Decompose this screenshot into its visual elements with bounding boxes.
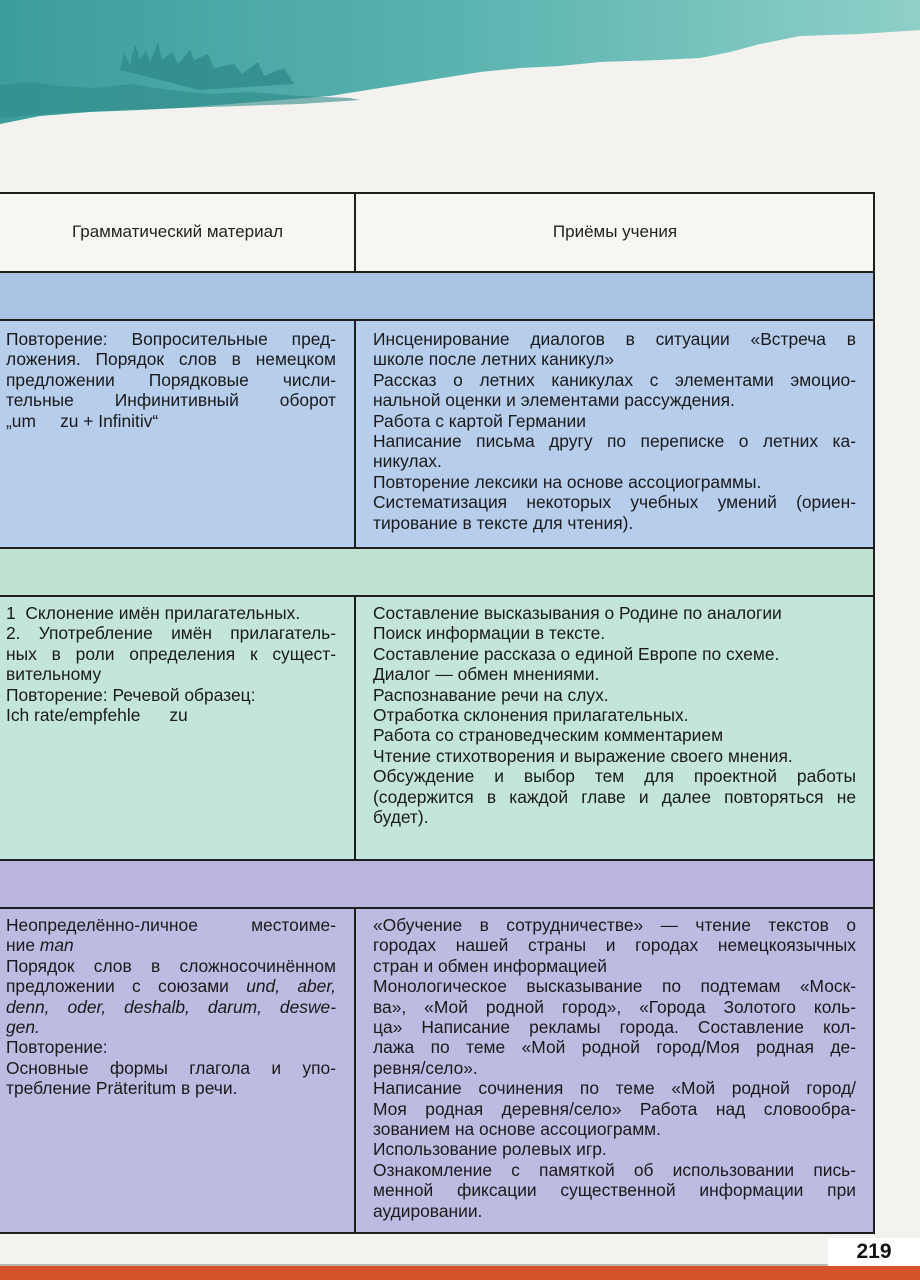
methods-line: Составление высказывания о Родине по аналогии [373,603,782,623]
table-rule [0,859,875,861]
methods-line: менной фиксации существенной информации при [373,1180,856,1201]
table-rule [873,192,875,1234]
methods-line: Поиск информации в тексте. [373,623,606,644]
methods-line: Использование ролевых игр. [373,1139,607,1160]
table-rule [0,907,875,909]
methods-line: ревня/село». [373,1057,478,1078]
methods-line: Ознакомление с памяткой об использовании пись- [373,1159,856,1180]
grammar-line: Порядок слов в сложносочинённом [6,955,336,976]
grammar-line: Повторение: Речевой образец: [6,684,256,705]
methods-line: Составление рассказа о единой Европе по схеме. [373,643,780,664]
table-rule [0,271,875,273]
methods-line: тирование в тексте для чтения). [373,512,634,533]
header-col-methods [357,192,873,272]
header-banner [0,0,920,150]
methods-cell [373,603,856,827]
table-rule [354,192,356,272]
section-band [0,860,875,908]
header-col-grammar [0,192,355,272]
methods-line: Повторение лексики на основе ассоциограммы. [373,471,762,492]
section-band [0,548,875,596]
methods-line: Работа со страноведческим комментарием [373,725,724,746]
methods-line: будет). [373,807,429,828]
curriculum-table [0,192,875,1234]
methods-line: нальной оценки и элементами рассуждения. [373,390,735,411]
methods-line: (содержится в каждой главе и далее повторяться не [373,786,856,807]
table-rule [0,319,875,321]
table-rule [354,596,356,860]
methods-line: стран и обмен информацией [373,955,607,976]
grammar-line: тельные Инфинитивный оборот [6,390,336,411]
methods-line: Инсценирование диалогов в ситуации «Встреча в [373,329,856,349]
methods-line: Диалог — обмен мнениями. [373,664,600,685]
section-band [0,272,875,320]
methods-line: лажа по теме «Мой родной город/Моя родная де- [373,1037,856,1058]
header-col-grammar-label: Грамматический материал [71,222,283,241]
grammar-cell [6,603,336,725]
table-rule [354,320,356,548]
table-rule [354,908,356,1234]
grammar-line: Повторение: Вопросительные пред- [6,329,336,349]
table-rule [0,1232,875,1234]
methods-line: ва», «Мой родной город», «Города Золотого коль- [373,996,856,1017]
grammar-line: вительному [6,664,102,685]
grammar-line: предложении Порядковые числи- [6,369,336,390]
methods-line: аудировании. [373,1200,483,1221]
grammar-line: „um zu + Infinitiv“ [6,410,159,431]
grammar-line: Основные формы глагола и упо- [6,1057,336,1078]
grammar-line: Неопределённо-личное местоиме- [6,915,336,935]
grammar-line: denn, oder, deshalb, darum, deswe- [6,996,336,1017]
grammar-line: 2. Употребление имён прилагатель- [6,623,336,644]
grammar-line: ных в роли определения к сущест- [6,643,336,664]
grammar-line: ложения. Порядок слов в немецком [6,349,336,370]
methods-line: Монологическое высказывание по подтемам «Моск- [373,976,856,997]
methods-line: зованием на основе ассоциограмм. [373,1119,661,1140]
methods-line: никулах. [373,451,442,472]
methods-line: Чтение стихотворения и выражение своего мнения. [373,745,793,766]
table-rule [0,192,875,194]
methods-cell [373,915,856,1221]
grammar-line: требление Präteritum в речи. [6,1078,238,1099]
grammar-line: gen. [6,1017,40,1038]
table-rule [0,547,875,549]
methods-line: ца» Написание рекламы города. Составление кол- [373,1017,856,1038]
methods-line: Отработка склонения прилагательных. [373,705,689,726]
methods-line: Работа с картой Германии [373,410,586,431]
methods-line: «Обучение в сотрудничестве» — чтение текстов о [373,915,856,935]
grammar-cell [6,329,336,431]
methods-line: Написание сочинения по теме «Мой родной город/ [373,1078,856,1099]
grammar-line: ние man [6,935,74,956]
methods-line: Распознавание речи на слух. [373,684,609,705]
grammar-line: предложении с союзами und, aber, [6,976,337,997]
methods-line: городах нашей страны и городах немецкоязычных [373,935,856,956]
grammar-line: Повторение: [6,1037,108,1058]
grammar-line: Ich rate/empfehle zu [6,705,188,726]
footer-bar [0,1266,920,1280]
grammar-cell [6,915,336,1099]
page-number: 219 [828,1238,920,1266]
methods-line: Систематизация некоторых учебных умений (ориен- [373,492,856,513]
methods-line: Обсуждение и выбор тем для проектной работы [373,766,856,787]
header-col-methods-label: Приёмы учения [552,222,678,241]
methods-cell [373,329,856,533]
table-rule [0,595,875,597]
methods-line: Рассказ о летних каникулах с элементами эмоцио- [373,369,856,390]
methods-line: Написание письма другу по переписке о летних ка- [373,431,856,452]
grammar-line: 1 Склонение имён прилагательных. [6,603,301,623]
methods-line: школе после летних каникул» [373,349,615,370]
methods-line: Моя родная деревня/село» Работа над словообра- [373,1098,856,1119]
